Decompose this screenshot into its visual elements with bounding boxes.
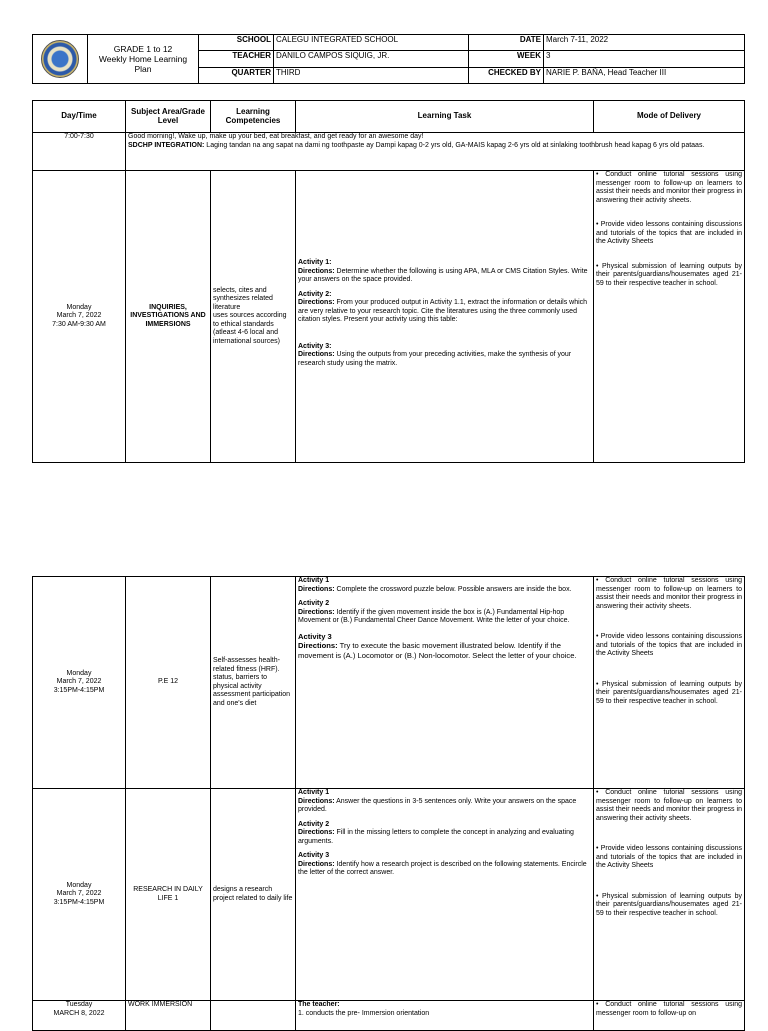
row3-subject: RESEARCH IN DAILY LIFE 1 (126, 789, 211, 1001)
col-subject: Subject Area/Grade Level (126, 101, 211, 133)
quarter-label: QUARTER (199, 67, 274, 83)
row1-time: 7:30 AM-9:30 AM (52, 320, 106, 328)
morning-routine (126, 133, 745, 171)
row3-a2-label: Directions: (298, 829, 335, 836)
row2-a3-text: Try to execute the basic movement illustrated below. Identify if the movement is (A.) Locomotor or (B.) Non-locomotor. Select the letter of your choice. (298, 641, 577, 660)
deped-seal (33, 35, 88, 84)
row1-subject: INQUIRIES, INVESTIGATIONS AND IMMERSIONS (126, 171, 211, 463)
col-competencies: Learning Competencies (211, 101, 296, 133)
row1-competency: selects, cites and synthesizes related literature uses sources according to ethical standards (atleast 4-6 local and international sources) (211, 171, 296, 463)
row1-a3-title: Activity 3: (298, 342, 332, 350)
row3-delivery-item: • Conduct online tutorial sessions using messenger room to follow-up on learners to assist their needs and monitor their progress in answering their activity sheets. (596, 789, 742, 823)
row3-day: Monday (66, 881, 92, 889)
row2-delivery-item: • Physical submission of learning outputs by their parents/guardians/housemates aged 21-59 to their respective teacher in school. (596, 681, 742, 707)
row1-a1-title: Activity 1: (298, 259, 332, 266)
header-table (32, 34, 745, 84)
row3-competency: designs a research project related to daily life (211, 789, 296, 1001)
row4-day: Tuesday (65, 1001, 93, 1008)
school-label: SCHOOL (199, 35, 274, 51)
plan-title: GRADE 1 to 12 Weekly Home Learning Plan (88, 35, 199, 84)
row3-time: 3:15PM-4:15PM (53, 898, 105, 906)
row4-delivery (594, 1001, 745, 1031)
row1-a1-text: Determine whether the following is using APA, MLA or CMS Citation Styles. Write your answers on the space provided. (298, 267, 588, 283)
row2-date: March 7, 2022 (56, 678, 102, 686)
sdchp-label: SDCHP INTEGRATION: (128, 141, 205, 149)
row3-delivery-item: • Provide video lessons containing discussions and tutorials of the topics that are included in the Activity Sheets (596, 845, 742, 871)
row2-day-time (33, 577, 126, 789)
plan-table-1 (32, 100, 745, 463)
sdchp-integration (128, 142, 742, 151)
row1-date: March 7, 2022 (56, 312, 102, 320)
row3-a3-title: Activity 3 (298, 852, 330, 859)
row1-day-time (33, 171, 126, 463)
row4-delivery-item: • Conduct online tutorial sessions using messenger room to follow-up on (596, 1001, 742, 1018)
row1-delivery-item: • Conduct online tutorial sessions using messenger room to follow-up on learners to assist their needs and monitor their progress in answering their activity sheets. (596, 171, 742, 205)
row2-a1-text: Complete the crossword puzzle below. Possible answers are inside the box. (334, 585, 572, 593)
row2-subject: P.E 12 (126, 577, 211, 789)
row1-a3-label: Directions: (298, 351, 335, 358)
row2-a3-title: Activity 3 (298, 631, 332, 641)
row2-a2-title: Activity 2 (298, 600, 330, 607)
row2-a2-text: Identify if the given movement inside the box is (A.) Fundamental Hip-hop Movement or (B.) Fundamental Cheer Dance Movement. Write the letter of your choice. (298, 608, 570, 624)
row4-day-time (33, 1001, 126, 1031)
week-label: WEEK (469, 51, 544, 67)
row4-competency (211, 1001, 296, 1031)
row1-a2-text: From your produced output in Activity 1.1, extract the information or details which are very relative to your research topic. Cite the literatures using the three commonly used citation styles. Present your activity using this table: (298, 299, 588, 323)
row3-task (296, 789, 594, 1001)
row3-a3-label: Directions: (298, 860, 335, 868)
row2-task (296, 577, 594, 789)
row3-a1-label: Directions: (298, 797, 335, 805)
row4-task (296, 1001, 594, 1031)
row1-task (296, 171, 594, 463)
row2-a1-title: Activity 1 (298, 577, 330, 584)
quarter-value: THIRD (274, 67, 469, 83)
row1-delivery-item: • Physical submission of learning outputs by their parents/guardians/housemates aged 21-59 to their respective teacher in school. (596, 263, 742, 289)
row4-task-title: The teacher: (298, 1001, 340, 1008)
row3-day-time (33, 789, 126, 1001)
col-day-time: Day/Time (33, 101, 126, 133)
row2-competency: Self-assesses health-related fitness (HRF). status, barriers to physical activity assessment participation and one's diet (211, 577, 296, 789)
row2-a1-label: Directions: (298, 585, 335, 593)
row3-date: March 7, 2022 (56, 890, 102, 898)
checked-label: CHECKED BY (469, 67, 544, 83)
row2-delivery (594, 577, 745, 789)
row2-day: Monday (66, 669, 92, 677)
date-value: March 7-11, 2022 (544, 35, 745, 51)
row4-subject: WORK IMMERSION (126, 1001, 211, 1031)
row1-day: Monday (66, 303, 92, 311)
teacher-label: TEACHER (199, 51, 274, 67)
row2-delivery-item: • Conduct online tutorial sessions using messenger room to follow-up on learners to assist their needs and monitor their progress in answering their activity sheets. (596, 577, 742, 611)
row4-date: MARCH 8, 2022 (53, 1009, 105, 1017)
row1-a1-label: Directions: (298, 267, 335, 275)
date-label: DATE (469, 35, 544, 51)
checked-value: NARIE P. BAÑA, Head Teacher III (544, 67, 745, 83)
row2-delivery-item: • Provide video lessons containing discussions and tutorials of the topics that are included in the Activity Sheets (596, 633, 742, 659)
morning-greeting: Good morning!, Wake up, make up your bed, eat breakfast, and get ready for an awesome day! (128, 133, 424, 140)
morning-time: 7:00-7:30 (33, 133, 126, 171)
row1-delivery (594, 171, 745, 463)
row1-a2-title: Activity 2: (298, 290, 332, 298)
row2-a2-label: Directions: (298, 608, 335, 616)
row3-a1-title: Activity 1 (298, 789, 330, 796)
sdchp-text: Laging tandan na ang sapat na dami ng toothpaste ay Dampi kapag 0-2 yrs old, GA-MAIS kapag 2-6 yrs old at sinlaking toothbrush head kapag 6 yrs old pataas. (204, 141, 705, 149)
row3-a1-text: Answer the questions in 3-5 sentences only. Write your answers on the space provided. (298, 797, 577, 813)
row3-a3-text: Identify how a research project is described on the following statements. Encircle the letter of the correct answer. (298, 860, 587, 876)
row3-delivery-item: • Physical submission of learning outputs by their parents/guardians/housemates aged 21-59 to their respective teacher in school. (596, 893, 742, 919)
row3-delivery (594, 789, 745, 1001)
col-delivery: Mode of Delivery (594, 101, 745, 133)
row3-a2-text: Fill in the missing letters to complete the concept in analyzing and evaluating arguments. (298, 829, 574, 845)
row2-a3-label: Directions: (298, 641, 338, 650)
seal-icon (41, 40, 79, 78)
plan-table-2 (32, 576, 745, 1031)
row4-task-line: 1. conducts the pre- Immersion orientation (298, 1009, 430, 1017)
row1-a2-label: Directions: (298, 299, 335, 306)
teacher-value: DANILO CAMPOS SIQUIG, JR. (274, 51, 469, 67)
row1-delivery-item: • Provide video lessons containing discussions and tutorials of the topics that are included in the Activity Sheets (596, 221, 742, 247)
row1-a3-text: Using the outputs from your preceding activities, make the synthesis of your research study using the matrix. (298, 351, 572, 367)
row2-time: 3:15PM-4:15PM (53, 686, 105, 694)
week-value: 3 (544, 51, 745, 67)
school-value: CALEGU INTEGRATED SCHOOL (274, 35, 469, 51)
col-task: Learning Task (296, 101, 594, 133)
row3-a2-title: Activity 2 (298, 820, 330, 828)
